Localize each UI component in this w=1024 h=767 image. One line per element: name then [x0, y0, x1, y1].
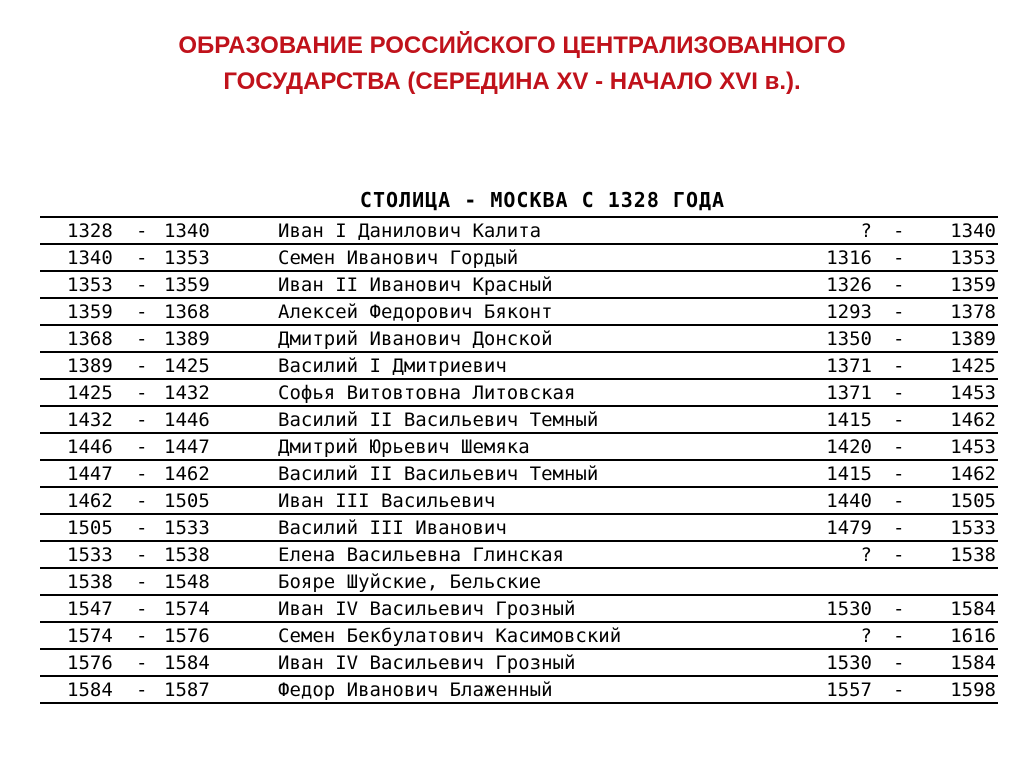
- reign-start: 1447: [67, 463, 113, 485]
- birth-year: 1415: [826, 409, 872, 431]
- reign-dash: -: [136, 571, 148, 593]
- death-year: 1598: [950, 679, 996, 701]
- ruler-name: Василий I Дмитриевич: [278, 355, 507, 377]
- ruler-name: Иван II Иванович Красный: [278, 274, 553, 296]
- ruler-name: Федор Иванович Блаженный: [278, 679, 553, 701]
- death-year: 1389: [950, 328, 996, 350]
- birth-year: 1326: [826, 274, 872, 296]
- life-dash: -: [893, 598, 905, 620]
- life-dash: -: [893, 490, 905, 512]
- table-row: [40, 461, 998, 488]
- reign-start: 1462: [67, 490, 113, 512]
- life-dash: -: [893, 436, 905, 458]
- table-row: [40, 380, 998, 407]
- ruler-name: Василий III Иванович: [278, 517, 507, 539]
- reign-end: 1548: [164, 571, 210, 593]
- birth-year: 1350: [826, 328, 872, 350]
- birth-year: ?: [860, 544, 872, 566]
- reign-end: 1584: [164, 652, 210, 674]
- birth-year: ?: [860, 625, 872, 647]
- ruler-name: Алексей Федорович Бяконт: [278, 301, 553, 323]
- life-dash: -: [893, 544, 905, 566]
- reign-dash: -: [136, 652, 148, 674]
- birth-year: 1293: [826, 301, 872, 323]
- table-row: [40, 515, 998, 542]
- reign-dash: -: [136, 274, 148, 296]
- table-row: [40, 488, 998, 515]
- table-row: [40, 596, 998, 623]
- page-title: [0, 28, 1024, 100]
- reign-end: 1533: [164, 517, 210, 539]
- death-year: 1425: [950, 355, 996, 377]
- ruler-name: Василий II Васильевич Темный: [278, 463, 599, 485]
- reign-end: 1505: [164, 490, 210, 512]
- reign-start: 1432: [67, 409, 113, 431]
- ruler-name: Василий II Васильевич Темный: [278, 409, 599, 431]
- ruler-name: Семен Бекбулатович Касимовский: [278, 625, 622, 647]
- reign-start: 1340: [67, 247, 113, 269]
- birth-year: 1420: [826, 436, 872, 458]
- reign-dash: -: [136, 382, 148, 404]
- reign-end: 1462: [164, 463, 210, 485]
- table-row: [40, 353, 998, 380]
- reign-dash: -: [136, 679, 148, 701]
- life-dash: -: [893, 328, 905, 350]
- reign-dash: -: [136, 463, 148, 485]
- reign-start: 1446: [67, 436, 113, 458]
- death-year: 1378: [950, 301, 996, 323]
- death-year: 1353: [950, 247, 996, 269]
- life-dash: -: [893, 355, 905, 377]
- table-row: [40, 218, 998, 245]
- title-line-2: ГОСУДАРСТВА (СЕРЕДИНА XV - НАЧАЛО XVI в.).: [223, 68, 801, 95]
- reign-dash: -: [136, 436, 148, 458]
- birth-year: 1530: [826, 598, 872, 620]
- life-dash: -: [893, 625, 905, 647]
- ruler-name: Дмитрий Юрьевич Шемяка: [278, 436, 530, 458]
- life-dash: -: [893, 409, 905, 431]
- table-row: [40, 299, 998, 326]
- life-dash: -: [893, 463, 905, 485]
- reign-start: 1505: [67, 517, 113, 539]
- reign-dash: -: [136, 328, 148, 350]
- reign-end: 1447: [164, 436, 210, 458]
- birth-year: 1371: [826, 382, 872, 404]
- ruler-name: Семен Иванович Гордый: [278, 247, 519, 269]
- reign-start: 1353: [67, 274, 113, 296]
- reign-start: 1359: [67, 301, 113, 323]
- reign-dash: -: [136, 544, 148, 566]
- life-dash: -: [893, 274, 905, 296]
- title-line-1: ОБРАЗОВАНИЕ РОССИЙСКОГО ЦЕНТРАЛИЗОВАННОГО: [178, 32, 846, 59]
- ruler-name: Иван IV Васильевич Грозный: [278, 652, 576, 674]
- death-year: 1533: [950, 517, 996, 539]
- reign-end: 1587: [164, 679, 210, 701]
- reign-start: 1576: [67, 652, 113, 674]
- reign-end: 1425: [164, 355, 210, 377]
- table-heading: СТОЛИЦА - МОСКВА С 1328 ГОДА: [359, 188, 726, 212]
- birth-year: 1530: [826, 652, 872, 674]
- reign-start: 1389: [67, 355, 113, 377]
- table-row: [40, 569, 998, 596]
- death-year: 1584: [950, 652, 996, 674]
- table-row: [40, 542, 998, 569]
- rulers-table: [40, 216, 998, 704]
- reign-end: 1368: [164, 301, 210, 323]
- reign-dash: -: [136, 220, 148, 242]
- birth-year: 1371: [826, 355, 872, 377]
- reign-dash: -: [136, 355, 148, 377]
- death-year: 1453: [950, 436, 996, 458]
- birth-year: 1479: [826, 517, 872, 539]
- reign-end: 1353: [164, 247, 210, 269]
- reign-start: 1368: [67, 328, 113, 350]
- ruler-name: Иван IV Васильевич Грозный: [278, 598, 576, 620]
- reign-end: 1446: [164, 409, 210, 431]
- reign-end: 1389: [164, 328, 210, 350]
- table-row: [40, 650, 998, 677]
- reign-dash: -: [136, 409, 148, 431]
- birth-year: ?: [860, 220, 872, 242]
- reign-start: 1574: [67, 625, 113, 647]
- death-year: 1359: [950, 274, 996, 296]
- birth-year: 1557: [826, 679, 872, 701]
- reign-start: 1328: [67, 220, 113, 242]
- reign-start: 1547: [67, 598, 113, 620]
- ruler-name: Елена Васильевна Глинская: [278, 544, 564, 566]
- ruler-name: Дмитрий Иванович Донской: [278, 328, 553, 350]
- table-row: [40, 623, 998, 650]
- reign-dash: -: [136, 625, 148, 647]
- life-dash: -: [893, 652, 905, 674]
- life-dash: -: [893, 382, 905, 404]
- death-year: 1462: [950, 409, 996, 431]
- reign-dash: -: [136, 490, 148, 512]
- reign-start: 1584: [67, 679, 113, 701]
- ruler-name: Софья Витовтовна Литовская: [278, 382, 576, 404]
- life-dash: -: [893, 247, 905, 269]
- reign-start: 1533: [67, 544, 113, 566]
- reign-dash: -: [136, 301, 148, 323]
- reign-end: 1340: [164, 220, 210, 242]
- reign-end: 1359: [164, 274, 210, 296]
- table-row: [40, 407, 998, 434]
- reign-dash: -: [136, 598, 148, 620]
- death-year: 1462: [950, 463, 996, 485]
- birth-year: 1316: [826, 247, 872, 269]
- death-year: 1453: [950, 382, 996, 404]
- death-year: 1584: [950, 598, 996, 620]
- reign-dash: -: [136, 517, 148, 539]
- life-dash: -: [893, 517, 905, 539]
- reign-dash: -: [136, 247, 148, 269]
- reign-start: 1425: [67, 382, 113, 404]
- birth-year: 1415: [826, 463, 872, 485]
- table-row: [40, 245, 998, 272]
- reign-end: 1432: [164, 382, 210, 404]
- ruler-name: Иван III Васильевич: [278, 490, 496, 512]
- death-year: 1340: [950, 220, 996, 242]
- life-dash: -: [893, 301, 905, 323]
- reign-end: 1576: [164, 625, 210, 647]
- ruler-name: Иван I Данилович Калита: [278, 220, 542, 242]
- table-row: [40, 434, 998, 461]
- table-row: [40, 272, 998, 299]
- table-row: [40, 677, 998, 704]
- reign-end: 1538: [164, 544, 210, 566]
- life-dash: -: [893, 220, 905, 242]
- life-dash: -: [893, 679, 905, 701]
- reign-end: 1574: [164, 598, 210, 620]
- death-year: 1505: [950, 490, 996, 512]
- death-year: 1616: [950, 625, 996, 647]
- table-row: [40, 326, 998, 353]
- ruler-name: Бояре Шуйские, Бельские: [278, 571, 542, 593]
- birth-year: 1440: [826, 490, 872, 512]
- death-year: 1538: [950, 544, 996, 566]
- reign-start: 1538: [67, 571, 113, 593]
